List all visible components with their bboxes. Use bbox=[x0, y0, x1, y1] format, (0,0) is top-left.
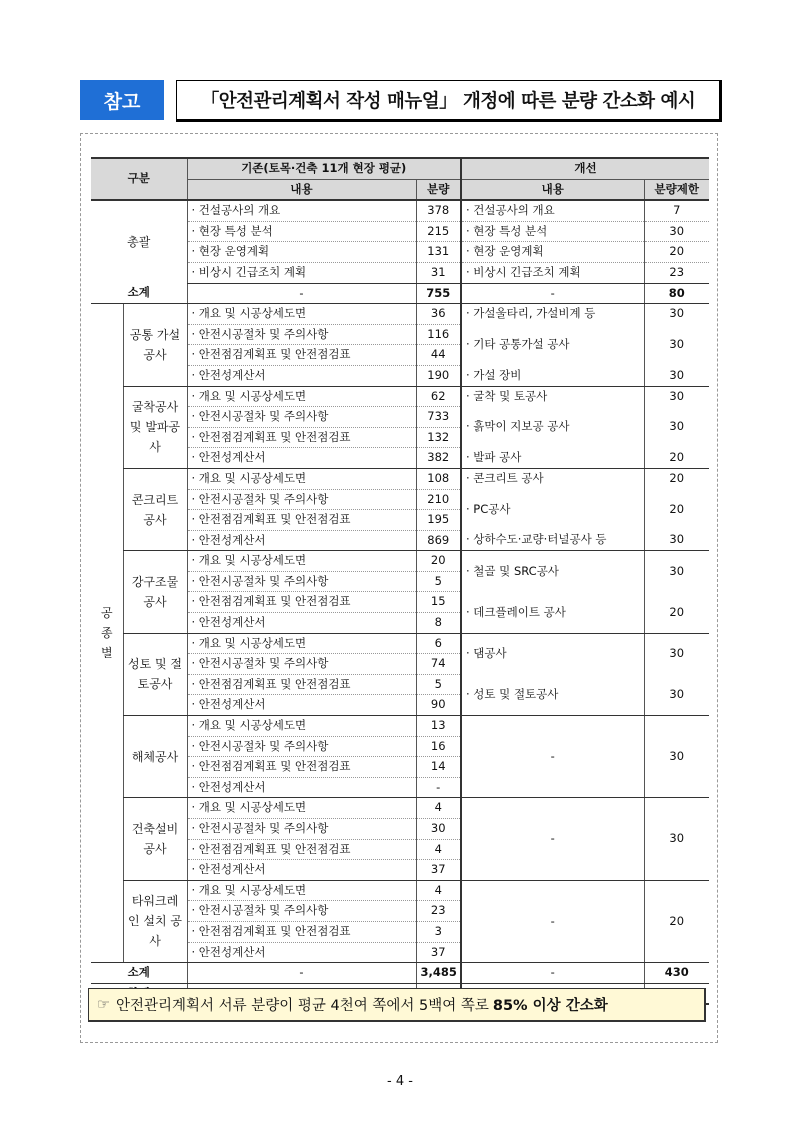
old-content: · 안전점검계획표 및 안전점검표 bbox=[187, 839, 416, 860]
old-content: · 안전성계산서 bbox=[187, 530, 416, 551]
header-old-amount: 분량 bbox=[416, 179, 461, 200]
new-limit: 30 bbox=[644, 674, 709, 715]
page-number: - 4 - bbox=[387, 1074, 413, 1089]
old-content: · 개요 및 시공상세도면 bbox=[187, 716, 416, 737]
subtotal-new: - bbox=[461, 963, 644, 984]
old-amount: 36 bbox=[416, 304, 461, 325]
new-content: · 굴착 및 토공사 bbox=[461, 386, 644, 407]
old-amount: 195 bbox=[416, 510, 461, 531]
summary-box bbox=[88, 988, 706, 1022]
old-content: · 비상시 긴급조치 계획 bbox=[187, 262, 416, 283]
old-content: · 안전성계산서 bbox=[187, 860, 416, 881]
table-row bbox=[91, 304, 709, 325]
new-limit: 30 bbox=[644, 386, 709, 407]
old-content: · 안전점검계획표 및 안전점검표 bbox=[187, 921, 416, 942]
subtotal-old: - bbox=[187, 963, 416, 984]
old-amount: 6 bbox=[416, 633, 461, 654]
old-amount: 37 bbox=[416, 860, 461, 881]
old-content: · 개요 및 시공상세도면 bbox=[187, 386, 416, 407]
old-amount: 5 bbox=[416, 571, 461, 592]
old-amount: 210 bbox=[416, 489, 461, 510]
new-limit: 30 bbox=[644, 365, 709, 386]
header-new: 개선 bbox=[461, 158, 709, 179]
comparison-table bbox=[91, 157, 709, 1005]
old-content: · 개요 및 시공상세도면 bbox=[187, 551, 416, 572]
old-content: · 안전성계산서 bbox=[187, 365, 416, 386]
trade-name: 콘크리트 공사 bbox=[123, 468, 187, 550]
new-content: · 데크플레이트 공사 bbox=[461, 592, 644, 633]
page-title: 「안전관리계획서 작성 매뉴얼」 개정에 따른 분량 간소화 예시 bbox=[176, 80, 722, 122]
group-label-trade: 공종별 bbox=[91, 304, 123, 963]
old-content: · 개요 및 시공상세도면 bbox=[187, 633, 416, 654]
old-amount: 869 bbox=[416, 530, 461, 551]
new-limit: 30 bbox=[644, 633, 709, 674]
new-limit: 20 bbox=[644, 880, 709, 962]
old-content: · 건설공사의 개요 bbox=[187, 200, 416, 221]
subtotal-row bbox=[91, 283, 709, 304]
trade-name: 강구조물 공사 bbox=[123, 551, 187, 633]
new-limit: 7 bbox=[644, 200, 709, 221]
old-amount: 215 bbox=[416, 221, 461, 242]
old-amount: 733 bbox=[416, 407, 461, 428]
old-content: · 개요 및 시공상세도면 bbox=[187, 304, 416, 325]
old-amount: 15 bbox=[416, 592, 461, 613]
old-content: · 안전시공절차 및 주의사항 bbox=[187, 324, 416, 345]
group-label-general: 총괄 bbox=[127, 235, 151, 250]
subtotal-label: 소계 bbox=[91, 283, 187, 304]
old-content: · 안전점검계획표 및 안전점검표 bbox=[187, 674, 416, 695]
new-limit: 30 bbox=[644, 716, 709, 798]
summary-text: 안전관리계획서 서류 분량이 평균 4천여 쪽에서 5백여 쪽로 bbox=[116, 998, 489, 1014]
old-content: · 안전점검계획표 및 안전점검표 bbox=[187, 510, 416, 531]
old-content: · 안전점검계획표 및 안전점검표 bbox=[187, 427, 416, 448]
table-row bbox=[91, 716, 709, 737]
new-limit: 23 bbox=[644, 262, 709, 283]
new-content: - bbox=[461, 716, 644, 798]
new-limit: 30 bbox=[644, 407, 709, 448]
trade-name: 성토 및 절토공사 bbox=[123, 633, 187, 715]
old-amount: 8 bbox=[416, 613, 461, 634]
new-content: - bbox=[461, 880, 644, 962]
page-header bbox=[80, 80, 720, 120]
new-limit: 20 bbox=[644, 242, 709, 263]
trade-name: 건축설비 공사 bbox=[123, 798, 187, 880]
new-limit: 30 bbox=[644, 304, 709, 325]
new-content: · 댐공사 bbox=[461, 633, 644, 674]
old-amount: 30 bbox=[416, 819, 461, 840]
old-content: · 안전시공절차 및 주의사항 bbox=[187, 654, 416, 675]
new-limit: 20 bbox=[644, 592, 709, 633]
old-amount: 190 bbox=[416, 365, 461, 386]
table-row bbox=[91, 633, 709, 654]
new-content: · 가설 장비 bbox=[461, 365, 644, 386]
subtotal-label: 소계 bbox=[91, 963, 187, 984]
old-amount: 13 bbox=[416, 716, 461, 737]
new-content: · 상하수도·교량·터널공사 등 bbox=[461, 530, 644, 551]
new-limit: 20 bbox=[644, 468, 709, 489]
old-amount: 37 bbox=[416, 942, 461, 963]
trade-name: 타워크레인 설치 공사 bbox=[123, 880, 187, 962]
old-amount: 20 bbox=[416, 551, 461, 572]
old-amount: 132 bbox=[416, 427, 461, 448]
old-content: · 개요 및 시공상세도면 bbox=[187, 798, 416, 819]
new-content: · PC공사 bbox=[461, 489, 644, 530]
header-gubun: 구분 bbox=[91, 158, 187, 200]
old-content: · 안전시공절차 및 주의사항 bbox=[187, 489, 416, 510]
old-content: · 안전성계산서 bbox=[187, 777, 416, 798]
old-content: · 안전시공절차 및 주의사항 bbox=[187, 736, 416, 757]
old-amount: 62 bbox=[416, 386, 461, 407]
subtotal-old: - bbox=[187, 283, 416, 304]
new-content: · 성토 및 절토공사 bbox=[461, 674, 644, 715]
header-new-limit: 분량제한 bbox=[644, 179, 709, 200]
new-content: · 철골 및 SRC공사 bbox=[461, 551, 644, 592]
old-content: · 현장 운영계획 bbox=[187, 242, 416, 263]
old-amount: 23 bbox=[416, 901, 461, 922]
old-content: · 안전시공절차 및 주의사항 bbox=[187, 901, 416, 922]
new-content: · 기타 공통가설 공사 bbox=[461, 324, 644, 365]
old-content: · 안전성계산서 bbox=[187, 695, 416, 716]
header-new-content: 내용 bbox=[461, 179, 644, 200]
old-amount: 116 bbox=[416, 324, 461, 345]
old-content: · 안전성계산서 bbox=[187, 942, 416, 963]
new-content: · 건설공사의 개요 bbox=[461, 200, 644, 221]
new-content: · 흙막이 지보공 공사 bbox=[461, 407, 644, 448]
old-content: · 안전시공절차 및 주의사항 bbox=[187, 819, 416, 840]
old-amount: 44 bbox=[416, 345, 461, 366]
reference-tag: 참고 bbox=[80, 80, 164, 120]
old-amount: - bbox=[416, 777, 461, 798]
header-old: 기존(토목·건축 11개 현장 평균) bbox=[187, 158, 461, 179]
table-body bbox=[91, 200, 709, 1004]
new-content: · 발파 공사 bbox=[461, 448, 644, 469]
table-row bbox=[91, 200, 709, 221]
new-content: · 콘크리트 공사 bbox=[461, 468, 644, 489]
new-content: - bbox=[461, 798, 644, 880]
old-amount: 131 bbox=[416, 242, 461, 263]
old-content: · 안전시공절차 및 주의사항 bbox=[187, 407, 416, 428]
old-amount: 74 bbox=[416, 654, 461, 675]
subtotal-amount: 755 bbox=[416, 283, 461, 304]
old-amount: 5 bbox=[416, 674, 461, 695]
old-amount: 14 bbox=[416, 757, 461, 778]
old-amount: 3 bbox=[416, 921, 461, 942]
subtotal-new: - bbox=[461, 283, 644, 304]
new-content: · 현장 운영계획 bbox=[461, 242, 644, 263]
trade-name: 해체공사 bbox=[123, 716, 187, 798]
new-limit: 20 bbox=[644, 448, 709, 469]
old-amount: 4 bbox=[416, 880, 461, 901]
table-row bbox=[91, 551, 709, 572]
old-content: · 안전점검계획표 및 안전점검표 bbox=[187, 592, 416, 613]
old-content: · 개요 및 시공상세도면 bbox=[187, 468, 416, 489]
trade-name: 공통 가설공사 bbox=[123, 304, 187, 386]
new-limit: 30 bbox=[644, 324, 709, 365]
summary-highlight: 85% 이상 간소화 bbox=[492, 998, 608, 1014]
old-content: · 안전점검계획표 및 안전점검표 bbox=[187, 757, 416, 778]
old-amount: 378 bbox=[416, 200, 461, 221]
old-amount: 382 bbox=[416, 448, 461, 469]
old-content: · 현장 특성 분석 bbox=[187, 221, 416, 242]
old-content: · 안전점검계획표 및 안전점검표 bbox=[187, 345, 416, 366]
old-amount: 4 bbox=[416, 798, 461, 819]
old-amount: 16 bbox=[416, 736, 461, 757]
subtotal-row bbox=[91, 963, 709, 984]
new-limit: 20 bbox=[644, 489, 709, 530]
old-amount: 108 bbox=[416, 468, 461, 489]
table-row bbox=[91, 468, 709, 489]
old-amount: 4 bbox=[416, 839, 461, 860]
new-content: · 가설울타리, 가설비계 등 bbox=[461, 304, 644, 325]
trade-name: 굴착공사 및 발파공사 bbox=[123, 386, 187, 468]
old-amount: 31 bbox=[416, 262, 461, 283]
old-content: · 안전성계산서 bbox=[187, 448, 416, 469]
old-amount: 90 bbox=[416, 695, 461, 716]
new-limit: 30 bbox=[644, 530, 709, 551]
subtotal-limit: 430 bbox=[644, 963, 709, 984]
new-limit: 30 bbox=[644, 798, 709, 880]
pointing-hand-icon: ☞ bbox=[97, 996, 110, 1013]
table-row bbox=[91, 386, 709, 407]
old-content: · 안전성계산서 bbox=[187, 613, 416, 634]
old-content: · 안전시공절차 및 주의사항 bbox=[187, 571, 416, 592]
subtotal-limit: 80 bbox=[644, 283, 709, 304]
old-content: · 개요 및 시공상세도면 bbox=[187, 880, 416, 901]
subtotal-amount: 3,485 bbox=[416, 963, 461, 984]
table-row bbox=[91, 880, 709, 901]
new-limit: 30 bbox=[644, 551, 709, 592]
new-content: · 현장 특성 분석 bbox=[461, 221, 644, 242]
new-limit: 30 bbox=[644, 221, 709, 242]
header-old-content: 내용 bbox=[187, 179, 416, 200]
table-row bbox=[91, 798, 709, 819]
new-content: · 비상시 긴급조치 계획 bbox=[461, 262, 644, 283]
